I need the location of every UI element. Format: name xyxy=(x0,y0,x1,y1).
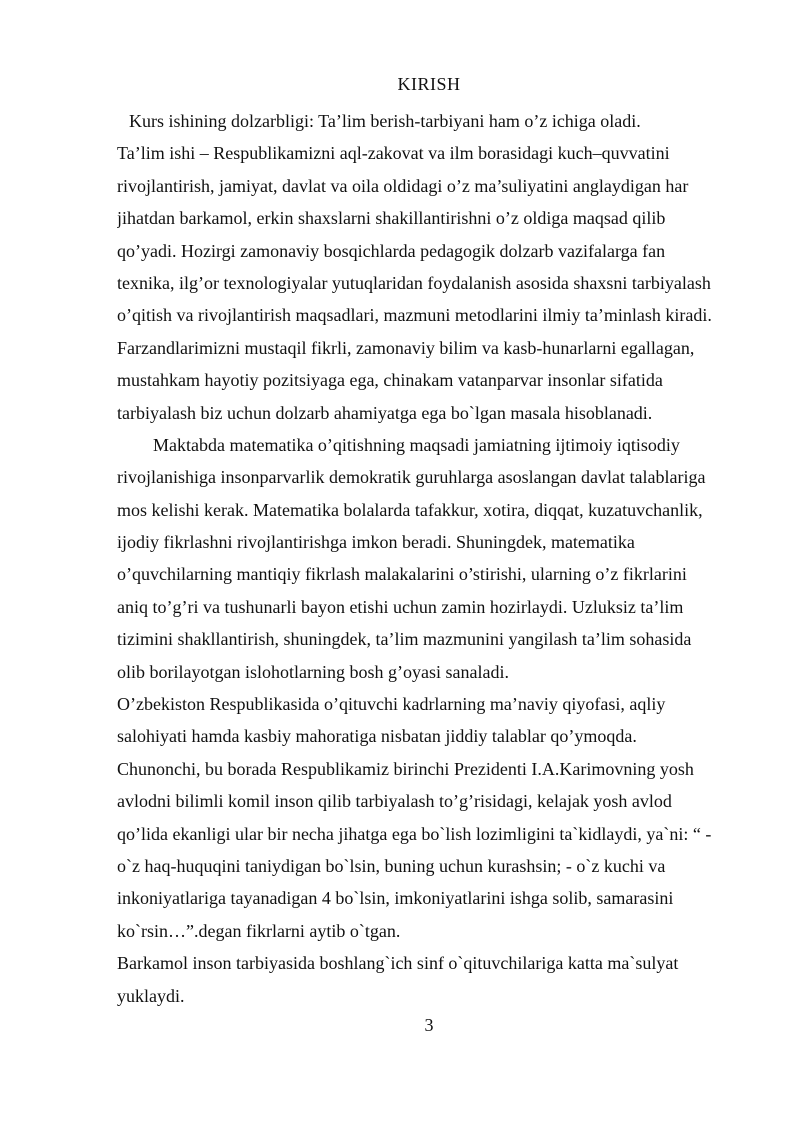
text-line: Maktabda matematika o’qitishning maqsadi jamiatning ijtimoiy iqtisodiy xyxy=(153,434,680,455)
text-line: o’quvchilarning mantiqiy fikrlash malakalarini o’stirishi, ularning o’z fikrlarini xyxy=(117,564,687,585)
text-line: texnika, ilg’or texnologiyalar yutuqlaridan foydalanish asosida shaxsni tarbiyalash xyxy=(117,272,711,293)
body-text xyxy=(117,105,747,1012)
text-line: salohiyati hamda kasbiy mahoratiga nisbatan jiddiy talablar qo’ymoqda. xyxy=(117,726,637,747)
text-line: mustahkam hayotiy pozitsiyaga ega, chinakam vatanparvar insonlar sifatida xyxy=(117,370,663,391)
text-line: inkoniyatlariga tayanadigan 4 bo`lsin, imkoniyatlarini ishga solib, samarasini xyxy=(117,888,674,909)
text-line: jihatdan barkamol, erkin shaxslarni shakillantirishni o’z oldiga maqsad qilib xyxy=(117,208,666,229)
text-line: olib borilayotgan islohotlarning bosh g’oyasi sanaladi. xyxy=(117,661,509,682)
text-line: Chunonchi, bu borada Respublikamiz birinchi Prezidenti I.A.Karimovning yosh xyxy=(117,758,694,779)
page-title: KIRISH xyxy=(397,74,461,94)
text-line: o’qitish va rivojlantirish maqsadlari, mazmuni metodlarini ilmiy ta’minlash kiradi. xyxy=(117,305,712,326)
text-line: Ta’lim ishi – Respublikamizni aql-zakovat va ilm borasidagi kuch–quvvatini xyxy=(117,143,670,164)
text-line: ijodiy fikrlashni rivojlantirishga imkon beradi. Shuningdek, matematika xyxy=(117,532,635,553)
text-line: mos kelishi kerak. Matematika bolalarda tafakkur, xotira, diqqat, kuzatuvchanlik, xyxy=(117,499,703,520)
text-line: qo’yadi. Hozirgi zamonaviy bosqichlarda pedagogik dolzarb vazifalarga fan xyxy=(117,240,666,261)
text-line: o`z haq-huquqini taniydigan bo`lsin, buning uchun kurashsin; - o`z kuchi va xyxy=(117,855,666,876)
text-line: rivojlantirish, jamiyat, davlat va oila oldidagi o’z ma’suliyatini anglaydigan har xyxy=(117,175,689,196)
page-number: 3 xyxy=(424,1015,434,1035)
text-line: Farzandlarimizni mustaqil fikrli, zamonaviy bilim va kasb-hunarlarni egallagan, xyxy=(117,337,695,358)
text-line: qo’lida ekanligi ular bir necha jihatga ega bo`lish lozimligini ta`kidlaydi, ya`ni: “ - xyxy=(117,823,712,844)
text-line: O’zbekiston Respublikasida o’qituvchi kadrlarning ma’naviy qiyofasi, aqliy xyxy=(117,694,666,715)
text-line: ko`rsin…”.degan fikrlarni aytib o`tgan. xyxy=(117,920,401,941)
text-line: tizimini shakllantirish, shuningdek, ta’lim mazmunini yangilash ta’lim sohasida xyxy=(117,629,692,650)
text-line: tarbiyalash biz uchun dolzarb ahamiyatga ega bo`lgan masala hisoblanadi. xyxy=(117,402,653,423)
text-line: Kurs ishining dolzarbligi: Ta’lim berish-tarbiyani ham o’z ichiga oladi. xyxy=(129,111,641,131)
text-line: rivojlanishiga insonparvarlik demokratik guruhlarga asoslangan davlat talablariga xyxy=(117,467,706,488)
text-line: avlodni bilimli komil inson qilib tarbiyalash to’g’risidagi, kelajak yosh avlod xyxy=(117,791,672,812)
text-line: yuklaydi. xyxy=(117,985,185,1006)
text-line: Barkamol inson tarbiyasida boshlang`ich sinf o`qituvchilariga katta ma`sulyat xyxy=(117,953,679,974)
text-line: aniq to’g’ri va tushunarli bayon etishi uchun zamin hozirlaydi. Uzluksiz ta’lim xyxy=(117,596,684,617)
